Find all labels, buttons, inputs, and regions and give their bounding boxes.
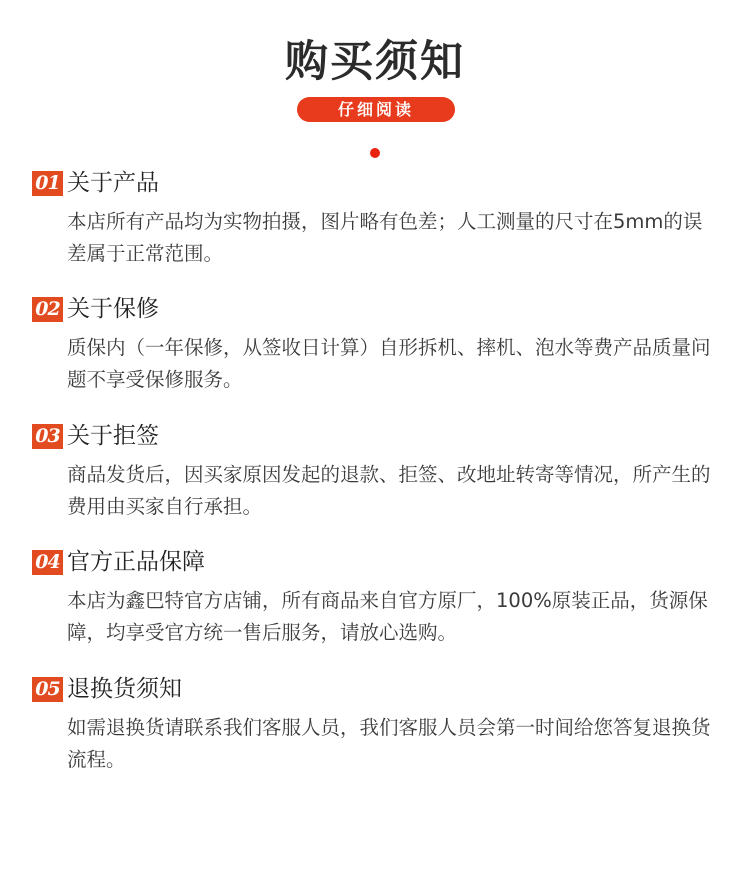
section-title: 关于产品	[67, 170, 159, 196]
section-title: 退换货须知	[67, 676, 182, 702]
page-title: 购买须知	[285, 37, 465, 87]
section-about-warranty	[32, 294, 722, 396]
section-number-badge: 05	[32, 677, 63, 702]
section-about-rejection	[32, 421, 722, 523]
section-number-badge: 02	[32, 297, 63, 322]
section-body: 质保内（一年保修，从签收日计算）自形拆机、摔机、泡水等费产品质量问题不享受保修服务。	[67, 336, 711, 391]
section-body: 本店为鑫巴特官方店铺，所有商品来自官方原厂，100%原装正品，货源保障，均享受官方统一售后服务，请放心选购。	[67, 589, 708, 644]
subtitle-badge: 仔细阅读	[297, 97, 455, 122]
section-header	[32, 674, 722, 704]
section-title: 关于拒签	[67, 423, 159, 449]
section-number-badge: 03	[32, 424, 63, 449]
section-header	[32, 421, 722, 451]
section-return-exchange	[32, 674, 722, 776]
section-about-product	[32, 168, 722, 270]
section-header	[32, 168, 722, 198]
section-body: 本店所有产品均为实物拍摄，图片略有色差；人工测量的尺寸在5mm的误差属于正常范围。	[67, 210, 703, 265]
section-body: 如需退换货请联系我们客服人员，我们客服人员会第一时间给您答复退换货流程。	[67, 716, 711, 771]
section-header	[32, 547, 722, 577]
section-authentic-guarantee	[32, 547, 722, 649]
section-number-badge: 01	[32, 171, 63, 196]
section-title: 官方正品保障	[67, 549, 205, 575]
section-header	[32, 294, 722, 324]
section-number-badge: 04	[32, 550, 63, 575]
section-body: 商品发货后，因买家原因发起的退款、拒签、改地址转寄等情况，所产生的费用由买家自行承担。	[67, 463, 711, 518]
decorative-dot	[370, 148, 380, 158]
section-title: 关于保修	[67, 296, 159, 322]
